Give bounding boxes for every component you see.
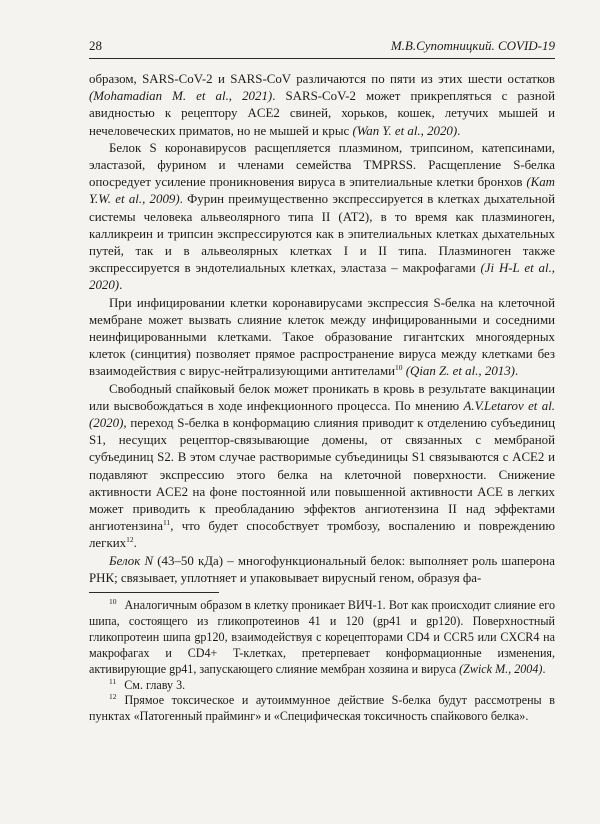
citation: Белок N — [109, 553, 154, 568]
citation: (Kam Y.W. et al., 2009) — [89, 175, 555, 207]
text-run: При инфицировании клетки коронавирусами экспрессия S-белка на клеточной мембране может вызвать слияние клеток между инфицированными и соседними неинфицированными клетками. Такое образование гигантских многоядерных клеток (синцития) позволяет прямое распространение вируса между клетками без взаимодействия с вирус-нейтрализующими антителами — [89, 295, 555, 379]
main-text — [89, 71, 555, 587]
footnote-rule — [89, 592, 219, 593]
header-rule — [89, 58, 555, 59]
paragraph — [89, 553, 555, 587]
text-run: образом, SARS-CoV-2 и SARS-CoV различаются по пяти из этих шести остатков — [89, 72, 555, 86]
citation: (Mohamadian M. et al., 2021) — [89, 89, 273, 104]
paragraph — [89, 381, 555, 553]
text-run: . — [514, 364, 519, 379]
footnotes — [89, 598, 555, 725]
text-run: Белок S коронавирусов расщепляется плазмином, трипсином, катепсинами, эластазой, фурином и членами семейства TMPRSS. Расщепление S-белка опосредует усиление проникновения вируса в эпителиальные клетки бронхов — [89, 140, 555, 190]
text-run: . SARS-CoV-2 может прикрепляться с разной авидностью к рецептору ACE2 свиней, хорьков, кошек, летучих мышей и нечеловеческих приматов, но не мышей и крыс — [89, 89, 555, 138]
page-number: 28 — [89, 38, 102, 53]
running-title: М.В.Супотницкий. COVID-19 — [390, 38, 555, 53]
citation: A.V.Letarov et al. (2020) — [89, 398, 555, 431]
paragraph — [89, 295, 555, 381]
text-run: . — [119, 278, 123, 293]
text-run: . — [133, 536, 137, 551]
footnote — [89, 598, 555, 678]
footnote-reference: 10 — [395, 363, 403, 373]
footnote-number: 12 — [109, 692, 117, 702]
text-run: Аналогичным образом в клетку проникает ВИЧ-1. Вот как происходит слияние его шипа, состоящего из гликопротеинов 41 и 120 (gp41 и gp120). Поверхностный гликопротеин шипа gp120, взаимодействуя с корецепторами CD4 и CCR5 или CXCR4 на макрофагах и CD4+ T-клетках, претерпевает конформационные изменения, активирующие gp41, запускающего слияние мембран хозяина и вируса — [89, 598, 555, 676]
citation: (Zwick M., 2004) — [459, 661, 543, 676]
text-run: . Фурин преимущественно экспрессируется в клетках дыхательной системы человека альвеолярного типа II (AT2), в то время как плазминоген, калликреин и трипсин экспрессируются как в эпителиальных клетках дыхательных путей, так и в альвеолярных клетках I и II типа. Плазминоген также экспрессируется в эндотелиальных клетках, эластаза – макрофагами — [89, 192, 555, 276]
footnote — [89, 693, 555, 725]
footnote-number: 10 — [109, 597, 117, 606]
page-header — [89, 38, 555, 54]
text-run: . — [457, 123, 461, 138]
footnote-reference: 12 — [126, 535, 134, 545]
footnote — [89, 678, 555, 694]
paragraph — [89, 71, 555, 140]
footnote-reference: 11 — [162, 518, 171, 528]
citation: (Ji H-L et al., 2020) — [89, 261, 556, 293]
text-run: , что будет способствует тромбозу, воспалению и повреждению легких — [89, 519, 555, 551]
citation: (Qian Z. et al., 2013) — [405, 364, 515, 379]
text-run: См. главу 3. — [124, 677, 186, 692]
text-run: . — [542, 661, 546, 676]
text-run: (43–50 кДа) – многофункциональный белок: выполняет роль шаперона РНК; связывает, уплотняет и упаковывает вирусный геном, образуя фа- — [89, 553, 556, 585]
footnote-number: 11 — [109, 676, 117, 686]
citation: (Wan Y. et al., 2020) — [352, 123, 458, 138]
text-run: Свободный спайковый белок может проникать в кровь в результате вакцинации или высвобождаться в ходе инфекционного процесса. По мнению — [89, 381, 555, 413]
paragraph — [89, 140, 555, 295]
text-run: , переход S-белка в конформацию слияния приводит к отделению субъединиц S1, несущих рецептор-связывающие домены, от связанных с мембраной субъединиц S2. В этом случае растворимые субъединицы S1 связываются с ACE2 и подавляют экспрессию этого белка на клеточной поверхности. Снижение активности ACE2 на фоне постоянной или повышенной активности ACE в легких может приводить к преобладанию эффектов ангиотензина II над эффектами ангиотензина — [89, 416, 555, 534]
text-run: Прямое токсическое и аутоиммунное действие S-белка будут рассмотрены в пунктах «Патогенный прайминг» и «Специфическая токсичность спайкового белка». — [89, 693, 555, 724]
